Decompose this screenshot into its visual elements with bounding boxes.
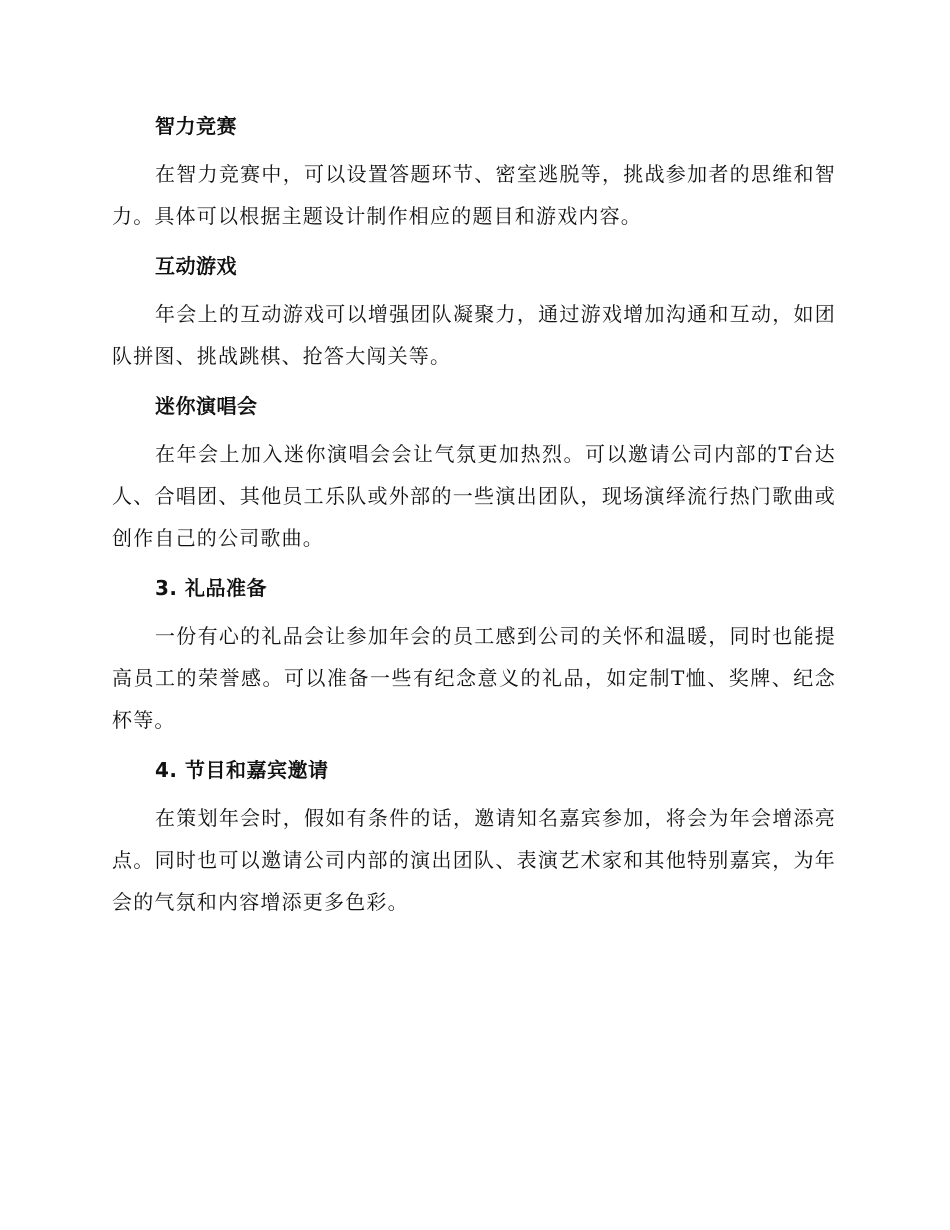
section-paragraph: 在年会上加入迷你演唱会会让气氛更加热烈。可以邀请公司内部的T台达人、合唱团、其他员工乐队或外部的一些演出团队，现场演绎流行热门歌曲或创作自己的公司歌曲。: [112, 442, 836, 550]
section-interactive-games: [112, 245, 836, 377]
section-paragraph: 在策划年会时，假如有条件的话，邀请知名嘉宾参加，将会为年会增添亮点。同时也可以邀请公司内部的演出团队、表演艺术家和其他特别嘉宾，为年会的气氛和内容增添更多色彩。: [112, 806, 836, 914]
section-mini-concert: [112, 385, 836, 559]
document-body: [112, 105, 836, 931]
section-heading: 4. 节目和嘉宾邀请: [155, 758, 329, 782]
section-heading: 互动游戏: [155, 254, 237, 278]
section-paragraph: 年会上的互动游戏可以增强团队凝聚力，通过游戏增加沟通和互动，如团队拼图、挑战跳棋、抢答大闯关等。: [112, 302, 836, 368]
section-heading: 智力竞赛: [155, 114, 237, 138]
section-quiz-competition: [112, 105, 836, 237]
section-gift-preparation: [112, 567, 836, 741]
section-program-and-guests: [112, 749, 836, 923]
section-heading: 迷你演唱会: [155, 394, 258, 418]
section-paragraph: 在智力竞赛中，可以设置答题环节、密室逃脱等，挑战参加者的思维和智力。具体可以根据主题设计制作相应的题目和游戏内容。: [112, 162, 836, 228]
section-heading: 3. 礼品准备: [155, 576, 267, 600]
section-paragraph: 一份有心的礼品会让参加年会的员工感到公司的关怀和温暖，同时也能提高员工的荣誉感。可以准备一些有纪念意义的礼品，如定制T恤、奖牌、纪念杯等。: [112, 624, 836, 732]
